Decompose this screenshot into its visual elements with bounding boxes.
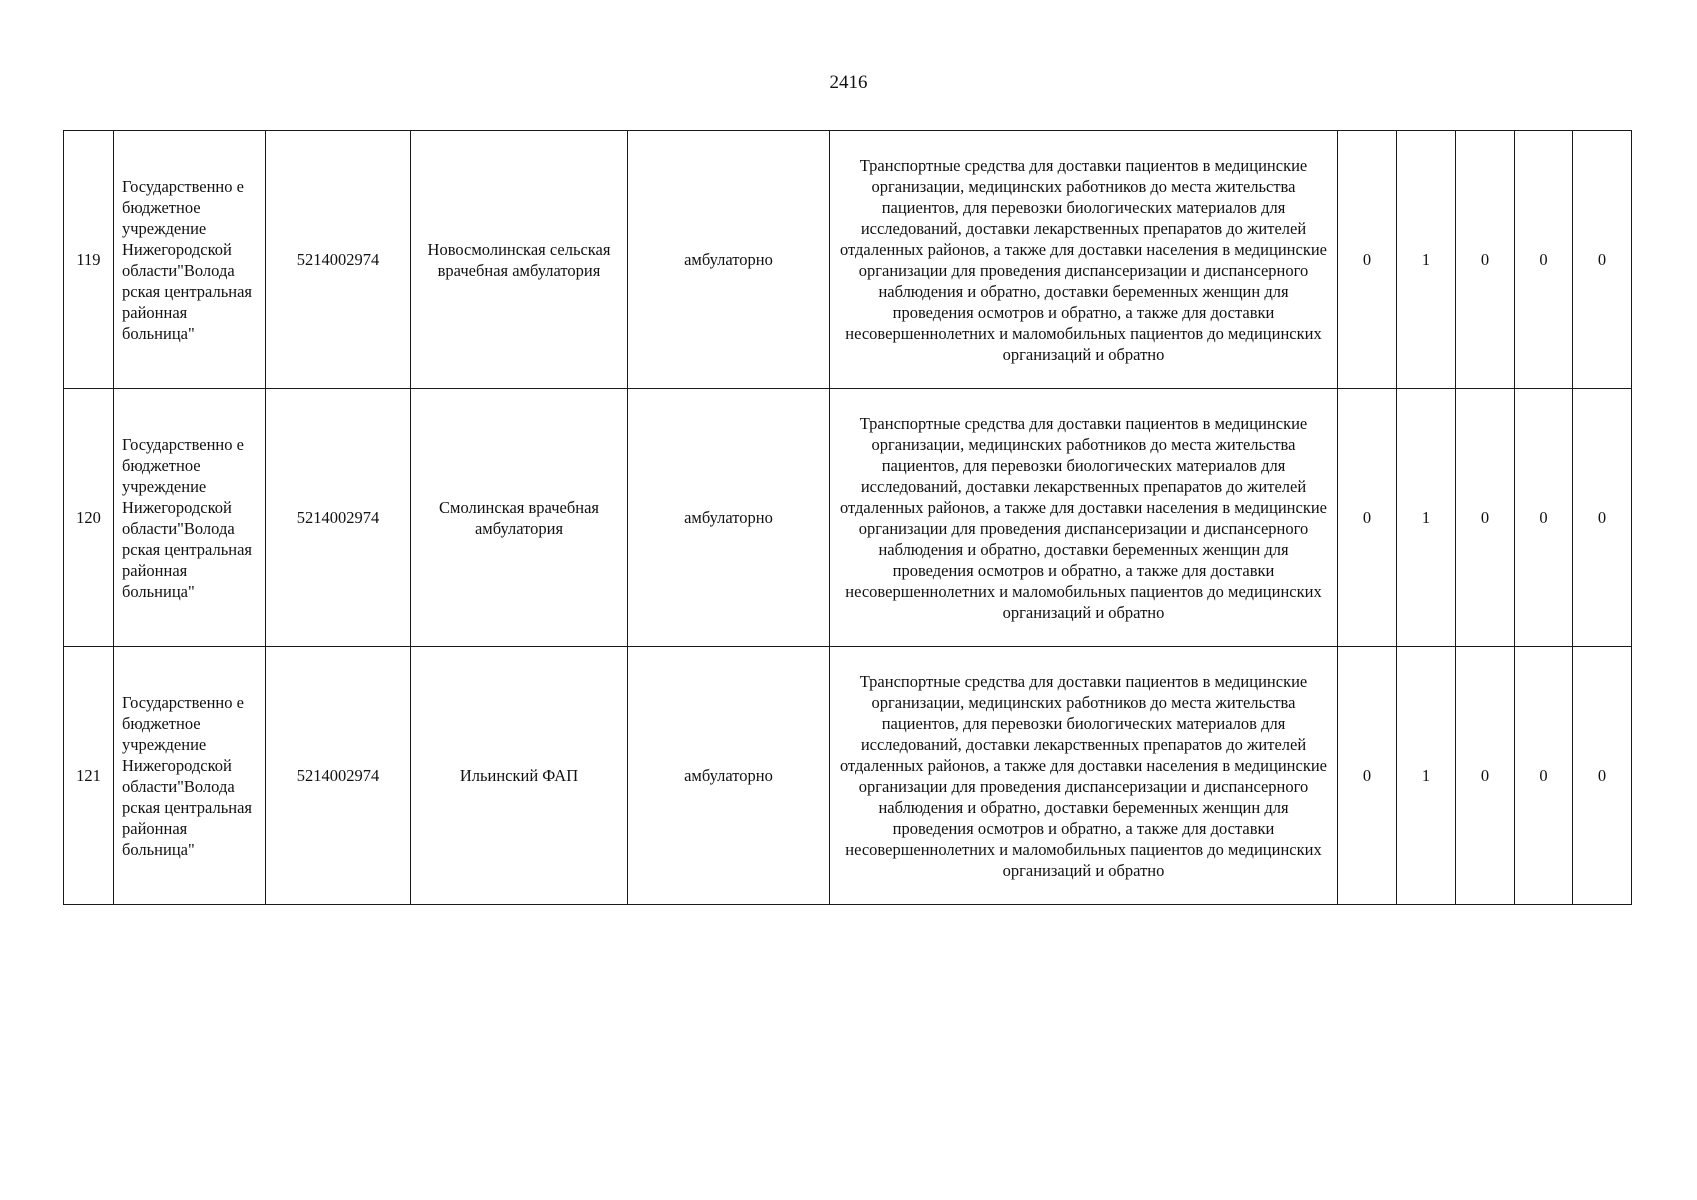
value-cell: 0 — [1338, 647, 1397, 905]
value-cell: 1 — [1397, 131, 1456, 389]
value-cell: 0 — [1573, 131, 1632, 389]
row-number: 119 — [64, 131, 114, 389]
organization-name: Государственно е бюджетное учреждение Нижегородской области"Волода рская центральная районная больница" — [114, 389, 266, 647]
vehicle-purpose: Транспортные средства для доставки пациентов в медицинские организации, медицинских работников до места жительства пациентов, для перевозки биологических материалов для исследований, доставки лекарственных препаратов до жителей отдаленных районов, а также для доставки населения в медицинские организации для проведения диспансеризации и диспансерного наблюдения и обратно, доставки беременных женщин для проведения осмотров и обратно, а также для доставки несовершеннолетних и маломобильных пациентов до медицинских организаций и обратно — [830, 389, 1338, 647]
table-row — [64, 647, 1632, 905]
value-cell: 1 — [1397, 647, 1456, 905]
value-cell: 0 — [1338, 131, 1397, 389]
value-cell: 0 — [1338, 389, 1397, 647]
subdivision-name: Смолинская врачебная амбулатория — [411, 389, 628, 647]
value-cell: 1 — [1397, 389, 1456, 647]
inn-cell: 5214002974 — [266, 389, 411, 647]
transport-table — [63, 130, 1632, 905]
value-cell: 0 — [1456, 131, 1515, 389]
organization-name: Государственно е бюджетное учреждение Нижегородской области"Волода рская центральная районная больница" — [114, 131, 266, 389]
care-mode: амбулаторно — [628, 131, 830, 389]
value-cell: 0 — [1515, 389, 1573, 647]
value-cell: 0 — [1456, 647, 1515, 905]
table-row — [64, 131, 1632, 389]
vehicle-purpose: Транспортные средства для доставки пациентов в медицинские организации, медицинских работников до места жительства пациентов, для перевозки биологических материалов для исследований, доставки лекарственных препаратов до жителей отдаленных районов, а также для доставки населения в медицинские организации для проведения диспансеризации и диспансерного наблюдения и обратно, доставки беременных женщин для проведения осмотров и обратно, а также для доставки несовершеннолетних и маломобильных пациентов до медицинских организаций и обратно — [830, 647, 1338, 905]
organization-name: Государственно е бюджетное учреждение Нижегородской области"Волода рская центральная районная больница" — [114, 647, 266, 905]
care-mode: амбулаторно — [628, 389, 830, 647]
page-number: 2416 — [829, 72, 868, 93]
care-mode: амбулаторно — [628, 647, 830, 905]
value-cell: 0 — [1515, 131, 1573, 389]
row-number: 120 — [64, 389, 114, 647]
value-cell: 0 — [1573, 647, 1632, 905]
subdivision-name: Ильинский ФАП — [411, 647, 628, 905]
inn-cell: 5214002974 — [266, 647, 411, 905]
inn-cell: 5214002974 — [266, 131, 411, 389]
value-cell: 0 — [1515, 647, 1573, 905]
row-number: 121 — [64, 647, 114, 905]
table-row — [64, 389, 1632, 647]
subdivision-name: Новосмолинская сельская врачебная амбулатория — [411, 131, 628, 389]
value-cell: 0 — [1573, 389, 1632, 647]
vehicle-purpose: Транспортные средства для доставки пациентов в медицинские организации, медицинских работников до места жительства пациентов, для перевозки биологических материалов для исследований, доставки лекарственных препаратов до жителей отдаленных районов, а также для доставки населения в медицинские организации для проведения диспансеризации и диспансерного наблюдения и обратно, доставки беременных женщин для проведения осмотров и обратно, а также для доставки несовершеннолетних и маломобильных пациентов до медицинских организаций и обратно — [830, 131, 1338, 389]
value-cell: 0 — [1456, 389, 1515, 647]
